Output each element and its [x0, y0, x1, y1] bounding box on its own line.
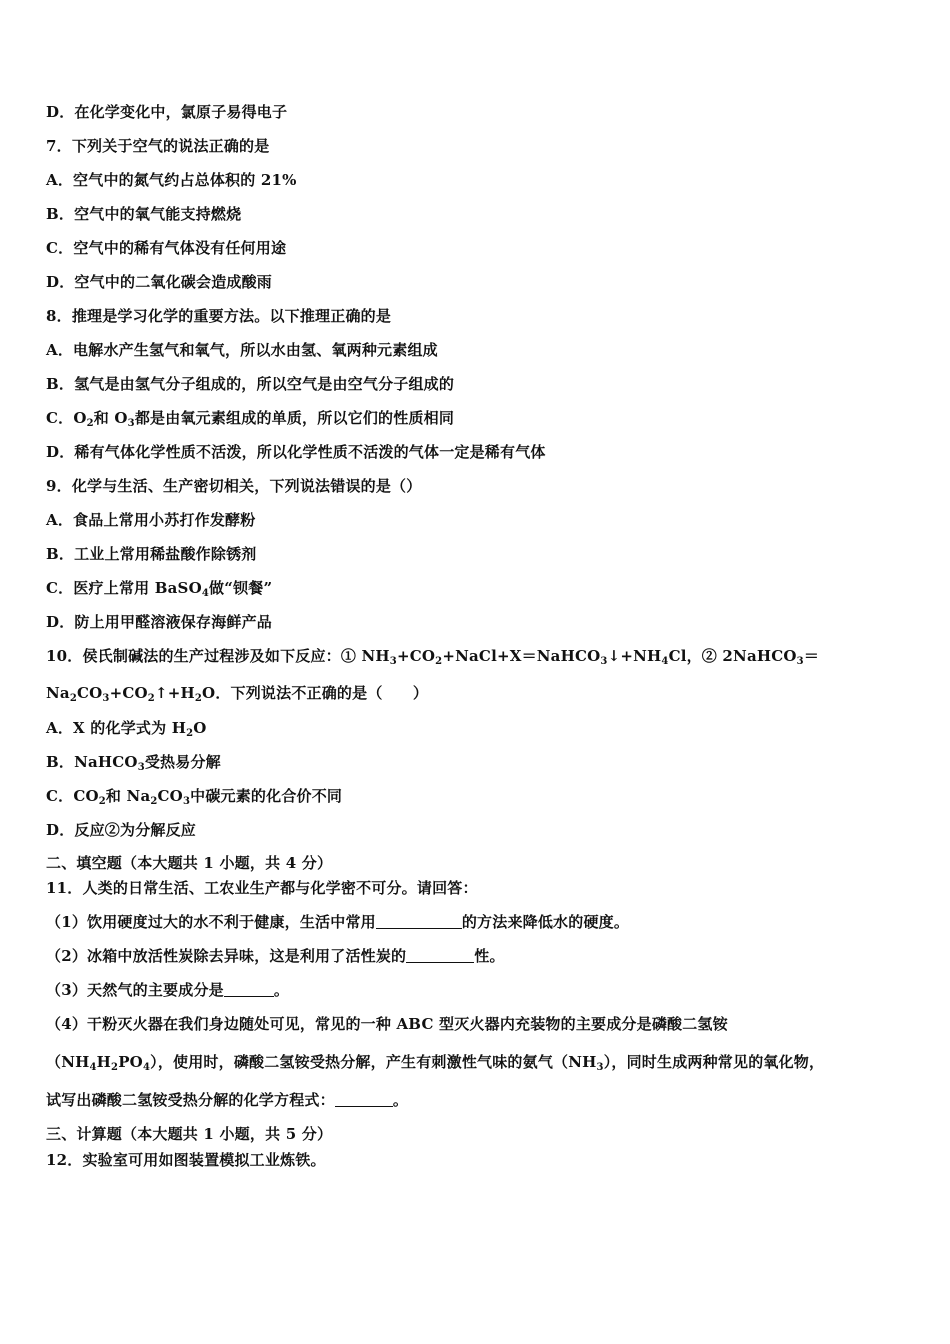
text-segment: +CO — [396, 647, 436, 665]
text-segment: 受热易分解 — [144, 753, 221, 771]
text-segment: A．X 的化学式为 H — [46, 719, 187, 737]
subscript: 2 — [435, 656, 443, 667]
subscript: 2 — [86, 418, 94, 429]
subscript: 3 — [389, 656, 397, 667]
text-segment: 和 O — [93, 409, 128, 427]
text-line — [46, 946, 505, 966]
text-segment: 10．侯氏制碱法的生产过程涉及如下反应：① NH — [46, 647, 390, 665]
text-line — [46, 1090, 408, 1110]
text-segment: C．空气中的稀有气体没有任何用途 — [46, 239, 287, 257]
text-line — [46, 272, 272, 292]
subscript: 2 — [98, 796, 106, 807]
text-segment: 7．下列关于空气的说法正确的是 — [46, 137, 270, 155]
text-segment: 。 — [273, 981, 290, 999]
subscript: 4 — [142, 1062, 151, 1073]
text-segment: 9．化学与生活、生产密切相关，下列说法错误的是（） — [46, 477, 422, 495]
subscript: 4 — [661, 656, 669, 667]
text-segment: 试写出磷酸二氢铵受热分解的化学方程式： — [46, 1091, 335, 1109]
text-segment: 8．推理是学习化学的重要方法。以下推理正确的是 — [46, 307, 392, 325]
subscript: 3 — [127, 418, 135, 429]
text-segment: +CO — [109, 684, 148, 702]
text-line — [46, 646, 819, 666]
text-line — [46, 204, 241, 224]
text-segment: A．电解水产生氢气和氧气，所以水由氢、氧两种元素组成 — [46, 341, 438, 359]
text-segment: （1）饮用硬度过大的水不利于健康，生活中常用 — [46, 913, 376, 931]
subscript: 4 — [89, 1062, 97, 1073]
text-segment: （4）干粉灭火器在我们身边随处可见，常见的一种 ABC 型灭火器内充装物的主要成分是磷酸二氢铵 — [46, 1015, 728, 1033]
text-segment: D．空气中的二氧化碳会造成酸雨 — [46, 273, 273, 291]
text-segment: 和 Na — [105, 787, 151, 805]
text-line — [46, 102, 287, 122]
text-segment: 中碳元素的化合价不同 — [190, 787, 343, 805]
text-segment: D．稀有气体化学性质不活泼，所以化学性质不活泼的气体一定是稀有气体 — [46, 443, 546, 461]
subscript: 3 — [182, 796, 191, 807]
subscript: 3 — [796, 656, 804, 667]
text-line — [46, 442, 546, 462]
text-line — [46, 853, 332, 873]
text-segment: 的方法来降低水的硬度。 — [461, 913, 630, 931]
text-line — [46, 718, 207, 738]
text-segment: 。 — [392, 1091, 409, 1109]
text-segment: B．工业上常用稀盐酸作除锈剂 — [46, 545, 257, 563]
text-line — [46, 340, 438, 360]
subscript: 3 — [102, 693, 110, 704]
text-line — [46, 912, 629, 932]
text-segment: A．食品上常用小苏打作发酵粉 — [46, 511, 256, 529]
subscript: 3 — [600, 656, 608, 667]
text-segment: 11．人类的日常生活、工农业生产都与化学密不可分。请回答： — [46, 879, 478, 897]
answer-blank[interactable] — [406, 947, 474, 963]
text-line — [46, 1052, 824, 1072]
text-line — [46, 544, 256, 564]
subscript: 3 — [137, 762, 145, 773]
subscript: 3 — [596, 1062, 604, 1073]
answer-blank[interactable] — [224, 981, 274, 997]
text-line — [46, 374, 454, 394]
subscript: 4 — [201, 588, 210, 599]
text-segment: B．空气中的氧气能支持燃烧 — [46, 205, 242, 223]
text-segment: Cl，② 2NaHCO — [668, 647, 797, 665]
subscript: 2 — [150, 796, 158, 807]
text-line — [46, 1014, 728, 1034]
text-segment: （3）天然气的主要成分是 — [46, 981, 224, 999]
text-line — [46, 578, 272, 598]
text-line — [46, 980, 289, 1000]
text-segment: CO — [157, 787, 183, 805]
text-line — [46, 476, 421, 496]
text-segment: 做“钡餐” — [209, 579, 273, 597]
text-line — [46, 1124, 332, 1144]
text-line — [46, 238, 286, 258]
text-segment: +NaCl+X＝NaHCO — [442, 647, 601, 665]
text-segment: C．CO — [46, 787, 99, 805]
text-segment: O — [193, 719, 207, 737]
text-segment: A．空气中的氮气约占总体积的 21% — [46, 171, 297, 189]
text-line — [46, 170, 297, 190]
text-segment: H — [96, 1053, 112, 1071]
text-segment: 性。 — [474, 947, 505, 965]
text-segment: D．防上用甲醛溶液保存海鲜产品 — [46, 613, 273, 631]
subscript: 2 — [69, 693, 78, 704]
text-segment: D．在化学变化中，氯原子易得电子 — [46, 103, 288, 121]
text-segment: D．反应②为分解反应 — [46, 821, 197, 839]
text-segment: O．下列说法不正确的是（ ） — [202, 684, 429, 702]
text-segment: 三、计算题（本大题共 1 小题，共 5 分） — [46, 1125, 333, 1143]
text-segment: B．氢气是由氢气分子组成的，所以空气是由空气分子组成的 — [46, 375, 455, 393]
text-line — [46, 612, 272, 632]
text-segment: 12．实验室可用如图装置模拟工业炼铁。 — [46, 1151, 326, 1169]
text-line — [46, 820, 196, 840]
text-segment: 二、填空题（本大题共 1 小题，共 4 分） — [46, 854, 333, 872]
text-segment: ），使用时，磷酸二氢铵受热分解，产生有刺激性气味的氨气（NH — [150, 1053, 597, 1071]
text-segment: B．NaHCO — [46, 753, 138, 771]
text-line — [46, 786, 342, 806]
text-line — [46, 306, 391, 326]
subscript: 2 — [111, 1062, 119, 1073]
text-segment: C．O — [46, 409, 87, 427]
text-line — [46, 878, 478, 898]
subscript: 2 — [194, 693, 203, 704]
text-segment: CO — [77, 684, 103, 702]
text-segment: （NH — [46, 1053, 90, 1071]
text-segment: 都是由氧元素组成的单质，所以它们的性质相同 — [134, 409, 455, 427]
answer-blank[interactable] — [335, 1091, 393, 1107]
text-segment: ），同时生成两种常见的氧化物， — [603, 1053, 825, 1071]
text-segment: ＝ — [803, 647, 820, 665]
text-line — [46, 752, 221, 772]
text-segment: （2）冰箱中放活性炭除去异味，这是利用了活性炭的 — [46, 947, 407, 965]
subscript: 2 — [147, 693, 155, 704]
text-segment: C．医疗上常用 BaSO — [46, 579, 202, 597]
text-line — [46, 1150, 326, 1170]
text-segment: Na — [46, 684, 70, 702]
answer-blank[interactable] — [376, 913, 462, 929]
subscript: 2 — [186, 728, 194, 739]
text-segment: ↑+H — [154, 684, 195, 702]
text-segment: PO — [118, 1053, 143, 1071]
text-line — [46, 510, 255, 530]
text-line — [46, 136, 269, 156]
text-segment: ↓+NH — [607, 647, 662, 665]
text-line — [46, 408, 454, 428]
text-line — [46, 683, 428, 703]
